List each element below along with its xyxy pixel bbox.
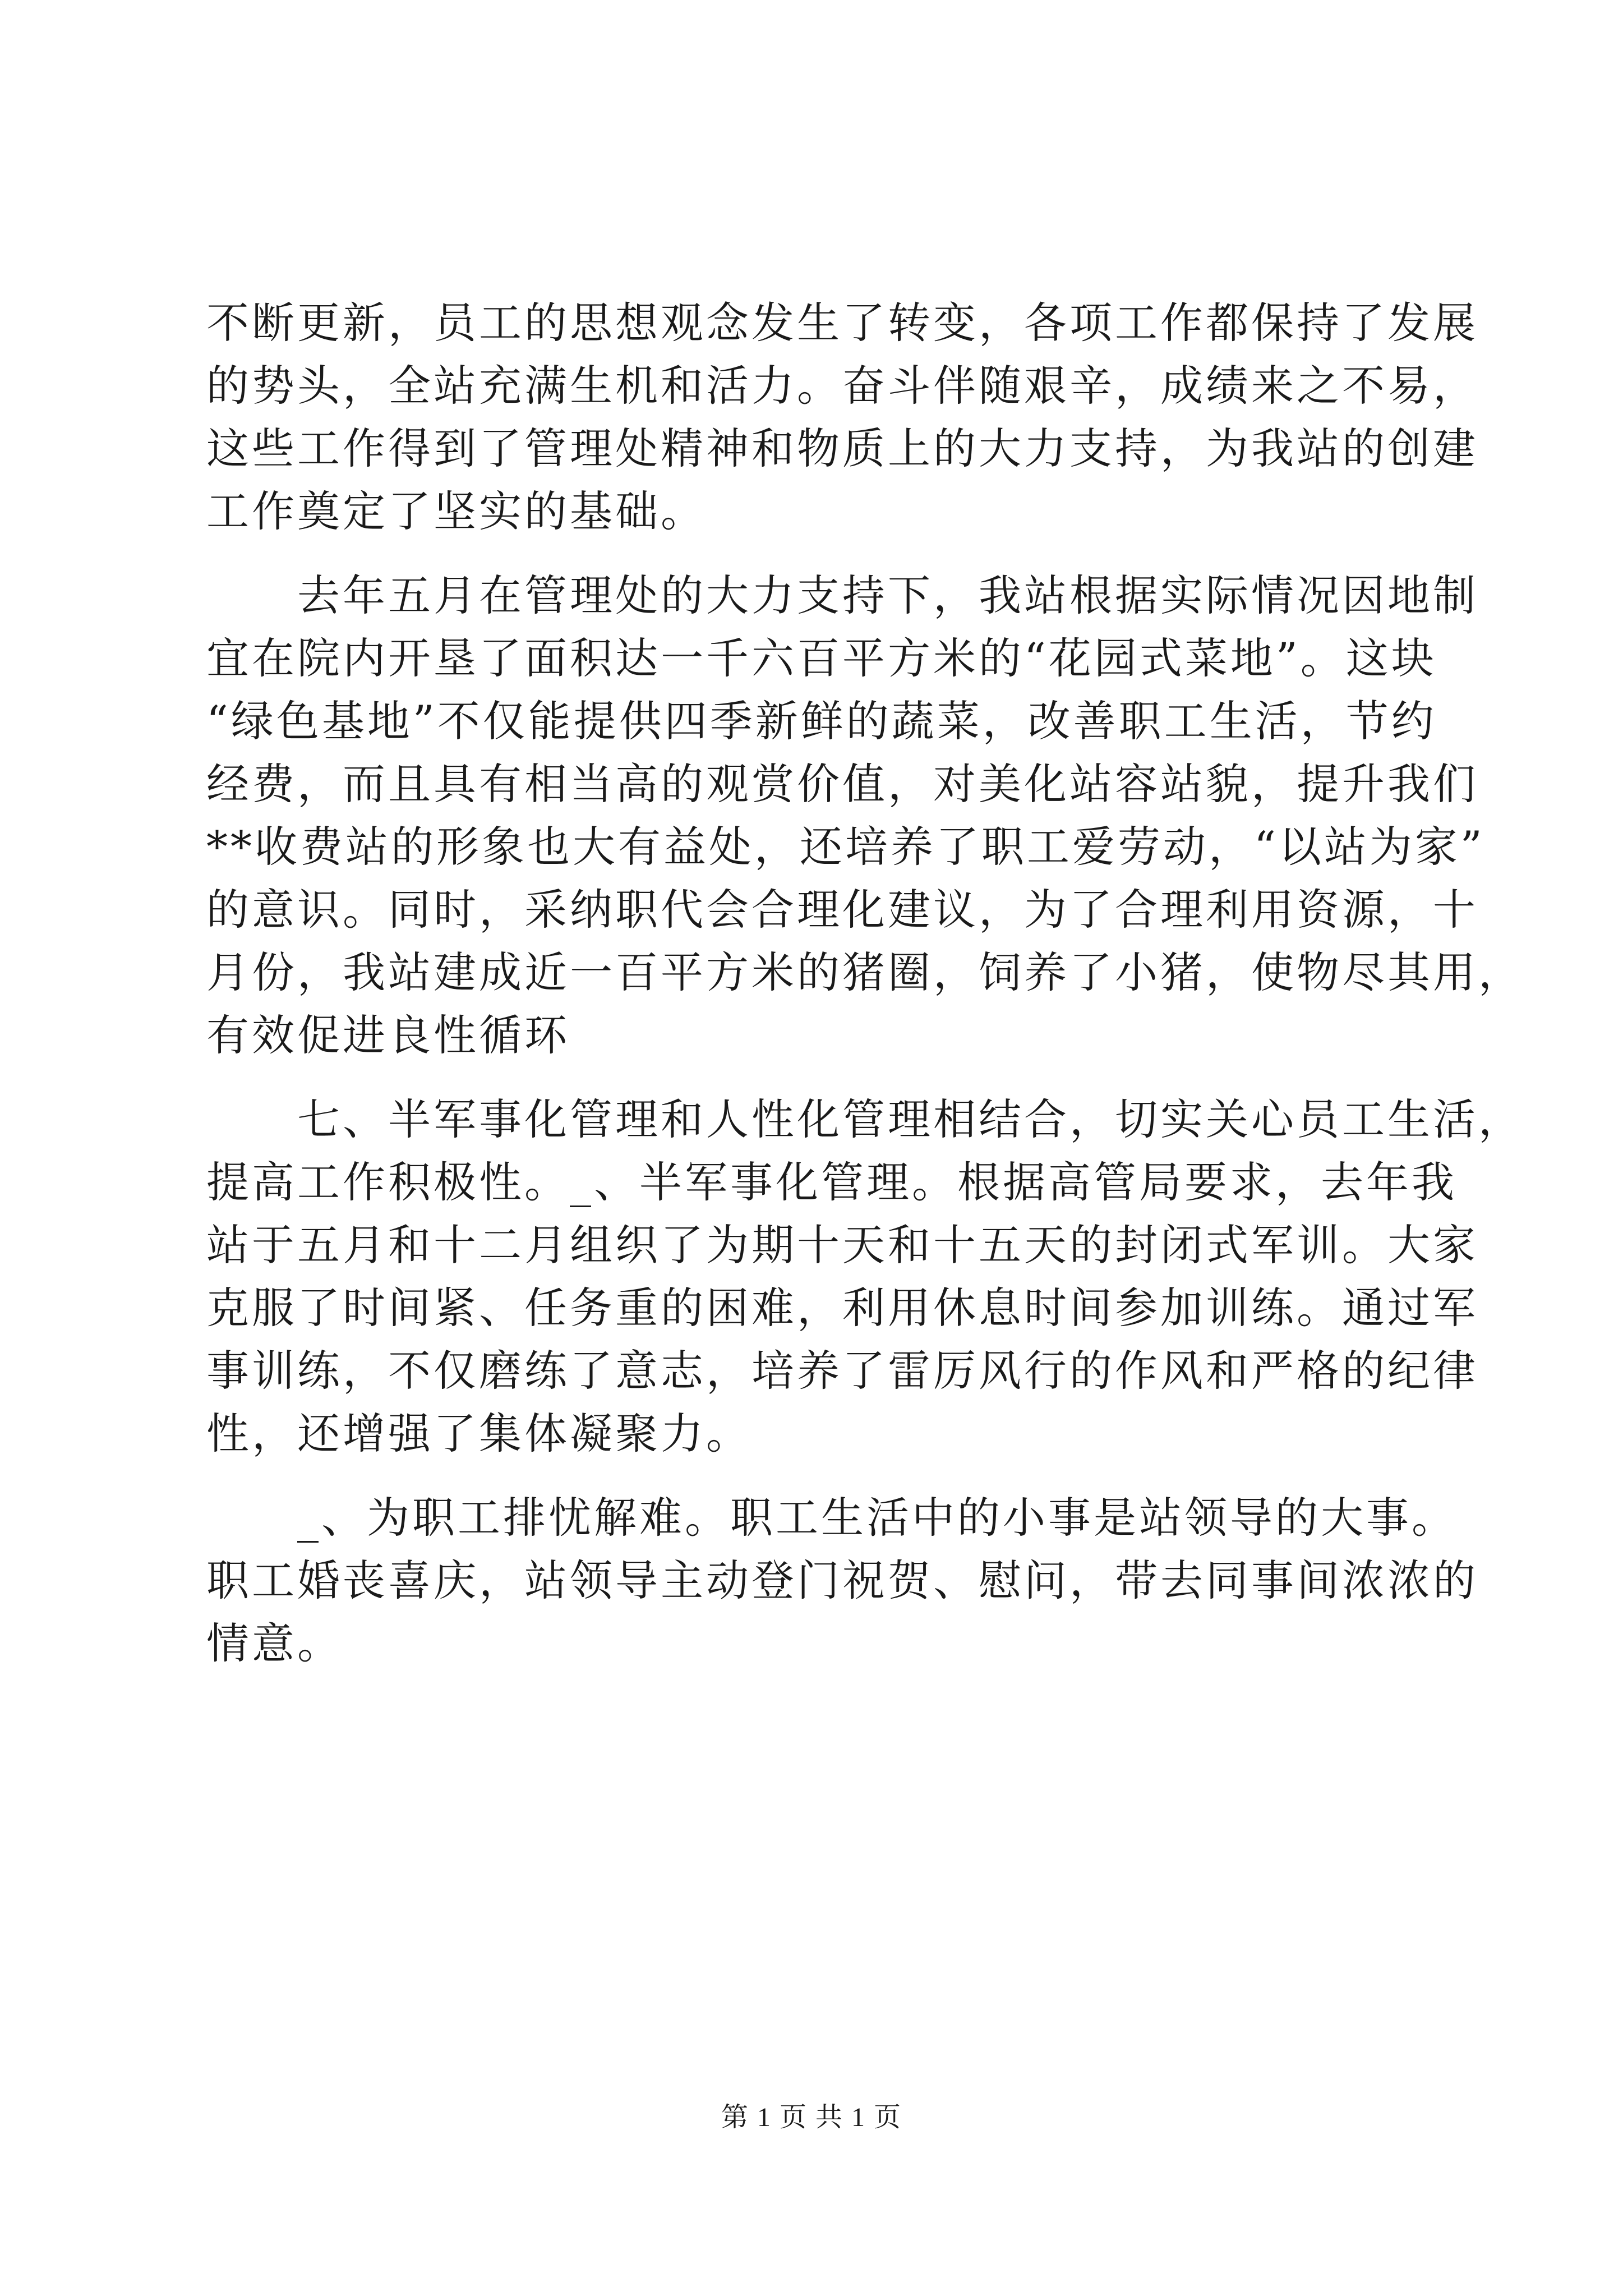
text-line: 情意。 [206, 1618, 343, 1668]
text-line: 站于五月和十二月组织了为期十天和十五天的封闭式军训。大家 [206, 1220, 1478, 1270]
paragraph [206, 1487, 1478, 1675]
text-line: 的势头，全站充满生机和活力。奋斗伴随艰辛，成绩来之不易， [206, 361, 1478, 411]
text-line: 的意识。同时，采纳职代会合理化建议，为了合理利用资源，十 [206, 885, 1478, 935]
paragraph [206, 1088, 1524, 1465]
text-line: 月份，我站建成近一百平方米的猪圈，饲养了小猪，使物尽其用， [206, 947, 1524, 997]
text-line: **收费站的形象也大有益处，还培养了职工爱劳动，“以站为家” [206, 822, 1485, 872]
text-line: “绿色基地”不仅能提供四季新鲜的蔬菜，改善职工生活，节约 [206, 696, 1437, 746]
page-footer: 第 1 页 共 1 页 [721, 2102, 902, 2132]
text-line: 性，还增强了集体凝聚力。 [206, 1409, 751, 1458]
text-line: 不断更新，员工的思想观念发生了转变，各项工作都保持了发展 [206, 298, 1478, 348]
text-line: 有效促进良性循环 [206, 1010, 570, 1060]
document-body [206, 292, 1524, 1675]
paragraph [206, 292, 1478, 543]
text-line: 职工婚丧喜庆，站领导主动登门祝贺、慰问，带去同事间浓浓的 [206, 1556, 1478, 1605]
text-line: _、为职工排忧解难。职工生活中的小事是站领导的大事。 [206, 1493, 1457, 1543]
text-line: 事训练，不仅磨练了意志，培养了雷厉风行的作风和严格的纪律 [206, 1346, 1478, 1396]
text-line: 宜在院内开垦了面积达一千六百平方米的“花园式菜地”。这块 [206, 633, 1437, 683]
text-line: 去年五月在管理处的大力支持下，我站根据实际情况因地制 [206, 570, 1478, 620]
text-line: 经费，而且具有相当高的观赏价值，对美化站容站貌，提升我们 [206, 759, 1478, 809]
text-line: 提高工作积极性。_、半军事化管理。根据高管局要求，去年我 [206, 1157, 1457, 1207]
text-line: 这些工作得到了管理处精神和物质上的大力支持，为我站的创建 [206, 424, 1478, 473]
paragraph [206, 564, 1524, 1067]
text-line: 工作奠定了坚实的基础。 [206, 486, 706, 536]
text-line: 克服了时间紧、任务重的困难，利用休息时间参加训练。通过军 [206, 1283, 1478, 1333]
text-line: 七、半军事化管理和人性化管理相结合，切实关心员工生活， [206, 1094, 1524, 1144]
